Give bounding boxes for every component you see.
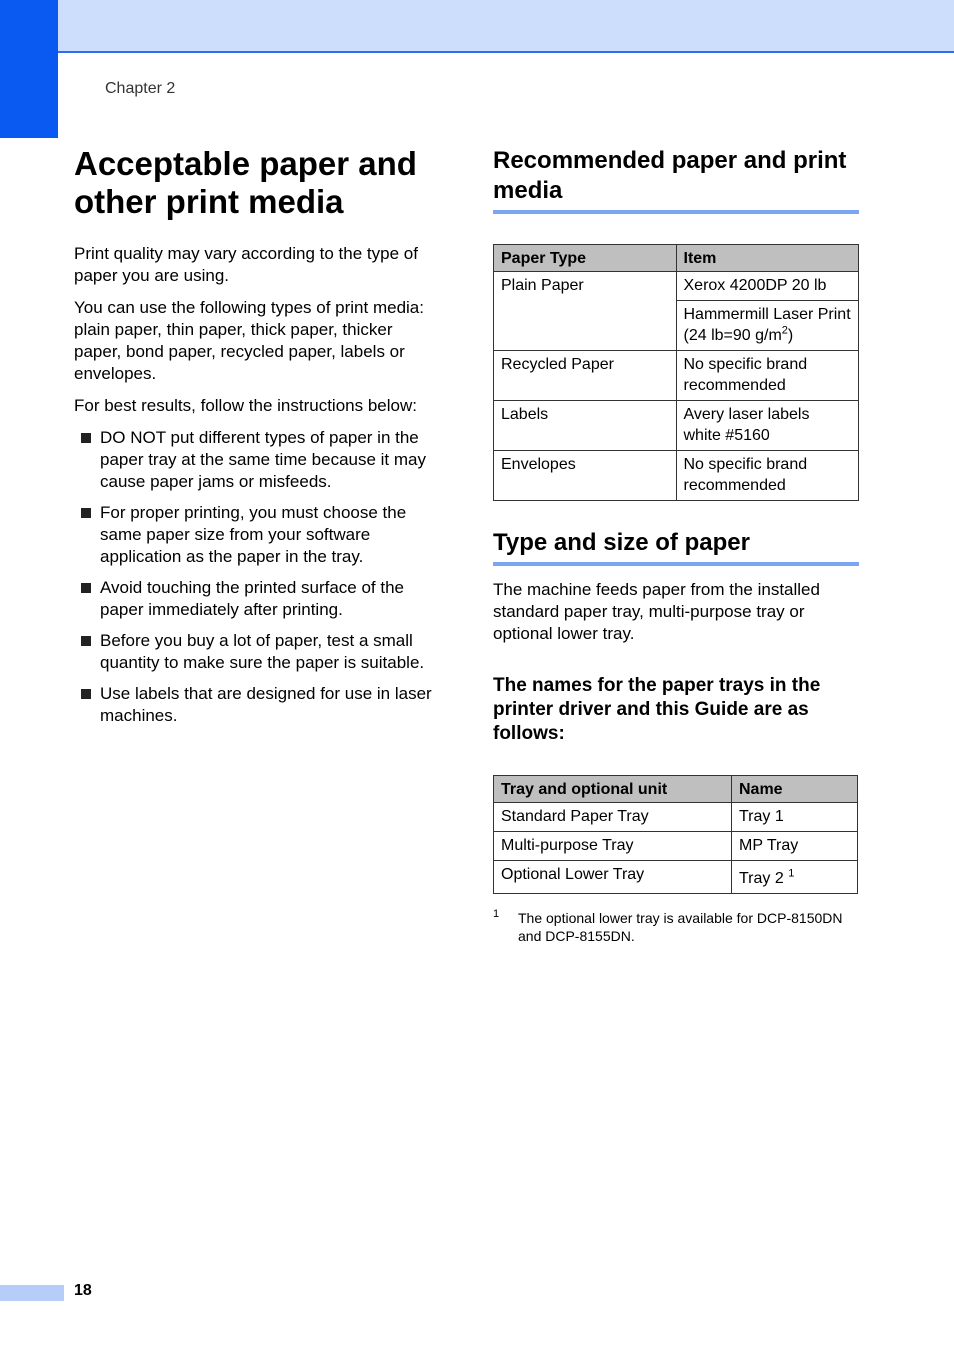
list-item <box>74 683 444 727</box>
tray-cell: Standard Paper Tray <box>494 803 732 832</box>
header-band <box>58 0 954 53</box>
footnote-reference: 1 <box>788 867 795 880</box>
table-header-row <box>494 776 858 803</box>
list-item <box>74 502 444 568</box>
item-cell: Xerox 4200DP 20 lb <box>676 272 859 301</box>
tray-cell: Multi-purpose Tray <box>494 832 732 861</box>
item-line-end: ) <box>787 327 794 344</box>
table-row <box>494 351 859 401</box>
table-row <box>494 272 859 301</box>
table-row <box>494 803 858 832</box>
item-cell: No specific brand recommended <box>676 351 859 401</box>
column-header-name: Name <box>732 776 858 803</box>
list-item <box>74 577 444 621</box>
paper-type-cell: Plain Paper <box>494 272 677 351</box>
item-line: Hammermill Laser Print <box>683 306 851 323</box>
item-line: (24 lb=90 g/m <box>683 327 782 344</box>
paper-type-cell: Envelopes <box>494 451 677 501</box>
instruction-list <box>74 427 444 727</box>
table-row <box>494 832 858 861</box>
type-size-paragraph: The machine feeds paper from the installed standard paper tray, multi-purpose tray or optional lower tray. <box>493 580 820 643</box>
table-row <box>494 401 859 451</box>
superscript: 2 <box>781 324 788 337</box>
tray-names-subheading: The names for the paper trays in the printer driver and this Guide are as follows: <box>493 675 821 744</box>
tray-names-table <box>493 775 858 894</box>
list-item <box>74 630 444 674</box>
type-size-heading: Type and size of paper <box>493 528 859 566</box>
bullet-square-icon <box>81 508 91 518</box>
page-number-bar <box>0 1285 64 1301</box>
name-cell: Tray 1 <box>732 803 858 832</box>
name-cell: MP Tray <box>732 832 858 861</box>
list-item-text: Before you buy a lot of paper, test a small quantity to make sure the paper is suitable. <box>100 631 425 672</box>
item-cell: Avery laser labels white #5160 <box>676 401 859 451</box>
chapter-tab <box>0 0 58 138</box>
bullet-square-icon <box>81 636 91 646</box>
bullet-square-icon <box>81 433 91 443</box>
recommended-paper-table <box>493 244 859 501</box>
left-column <box>74 145 444 736</box>
tray-cell: Optional Lower Tray <box>494 861 732 894</box>
bullet-square-icon <box>81 689 91 699</box>
footnote-mark: 1 <box>493 908 500 920</box>
right-column <box>493 146 859 945</box>
list-item-text: Use labels that are designed for use in laser machines. <box>100 684 432 725</box>
chapter-label: Chapter 2 <box>105 80 176 97</box>
list-item-text: Avoid touching the printed surface of the paper immediately after printing. <box>100 578 404 619</box>
paper-type-cell: Labels <box>494 401 677 451</box>
recommended-media-heading: Recommended paper and print media <box>493 146 859 214</box>
list-item <box>74 427 444 493</box>
list-item-text: DO NOT put different types of paper in the paper tray at the same time because it may cause paper jams or misfeeds. <box>100 428 426 491</box>
item-cell: No specific brand recommended <box>676 451 859 501</box>
column-header-paper-type: Paper Type <box>494 245 677 272</box>
name-cell <box>732 861 858 894</box>
table-header-row <box>494 245 859 272</box>
page-title: Acceptable paper and other print media <box>74 145 417 220</box>
intro-paragraph: Print quality may vary according to the type of paper you are using. <box>74 244 418 285</box>
table-row <box>494 861 858 894</box>
item-cell <box>676 301 859 351</box>
column-header-item: Item <box>676 245 859 272</box>
instructions-lead: For best results, follow the instructions below: <box>74 396 417 415</box>
page-number: 18 <box>74 1282 92 1299</box>
list-item-text: For proper printing, you must choose the same paper size from your software application as the paper in the tray. <box>100 503 407 566</box>
media-types-paragraph: You can use the following types of print media: plain paper, thin paper, thick paper, thicker paper, bond paper, recycled paper, labels or envelopes. <box>74 298 424 383</box>
column-header-tray: Tray and optional unit <box>494 776 732 803</box>
table-row <box>494 451 859 501</box>
footnote <box>493 909 859 945</box>
footnote-text: The optional lower tray is available for DCP-8150DN and DCP-8155DN. <box>518 910 843 944</box>
paper-type-cell: Recycled Paper <box>494 351 677 401</box>
bullet-square-icon <box>81 583 91 593</box>
name-text: Tray 2 <box>739 870 784 887</box>
